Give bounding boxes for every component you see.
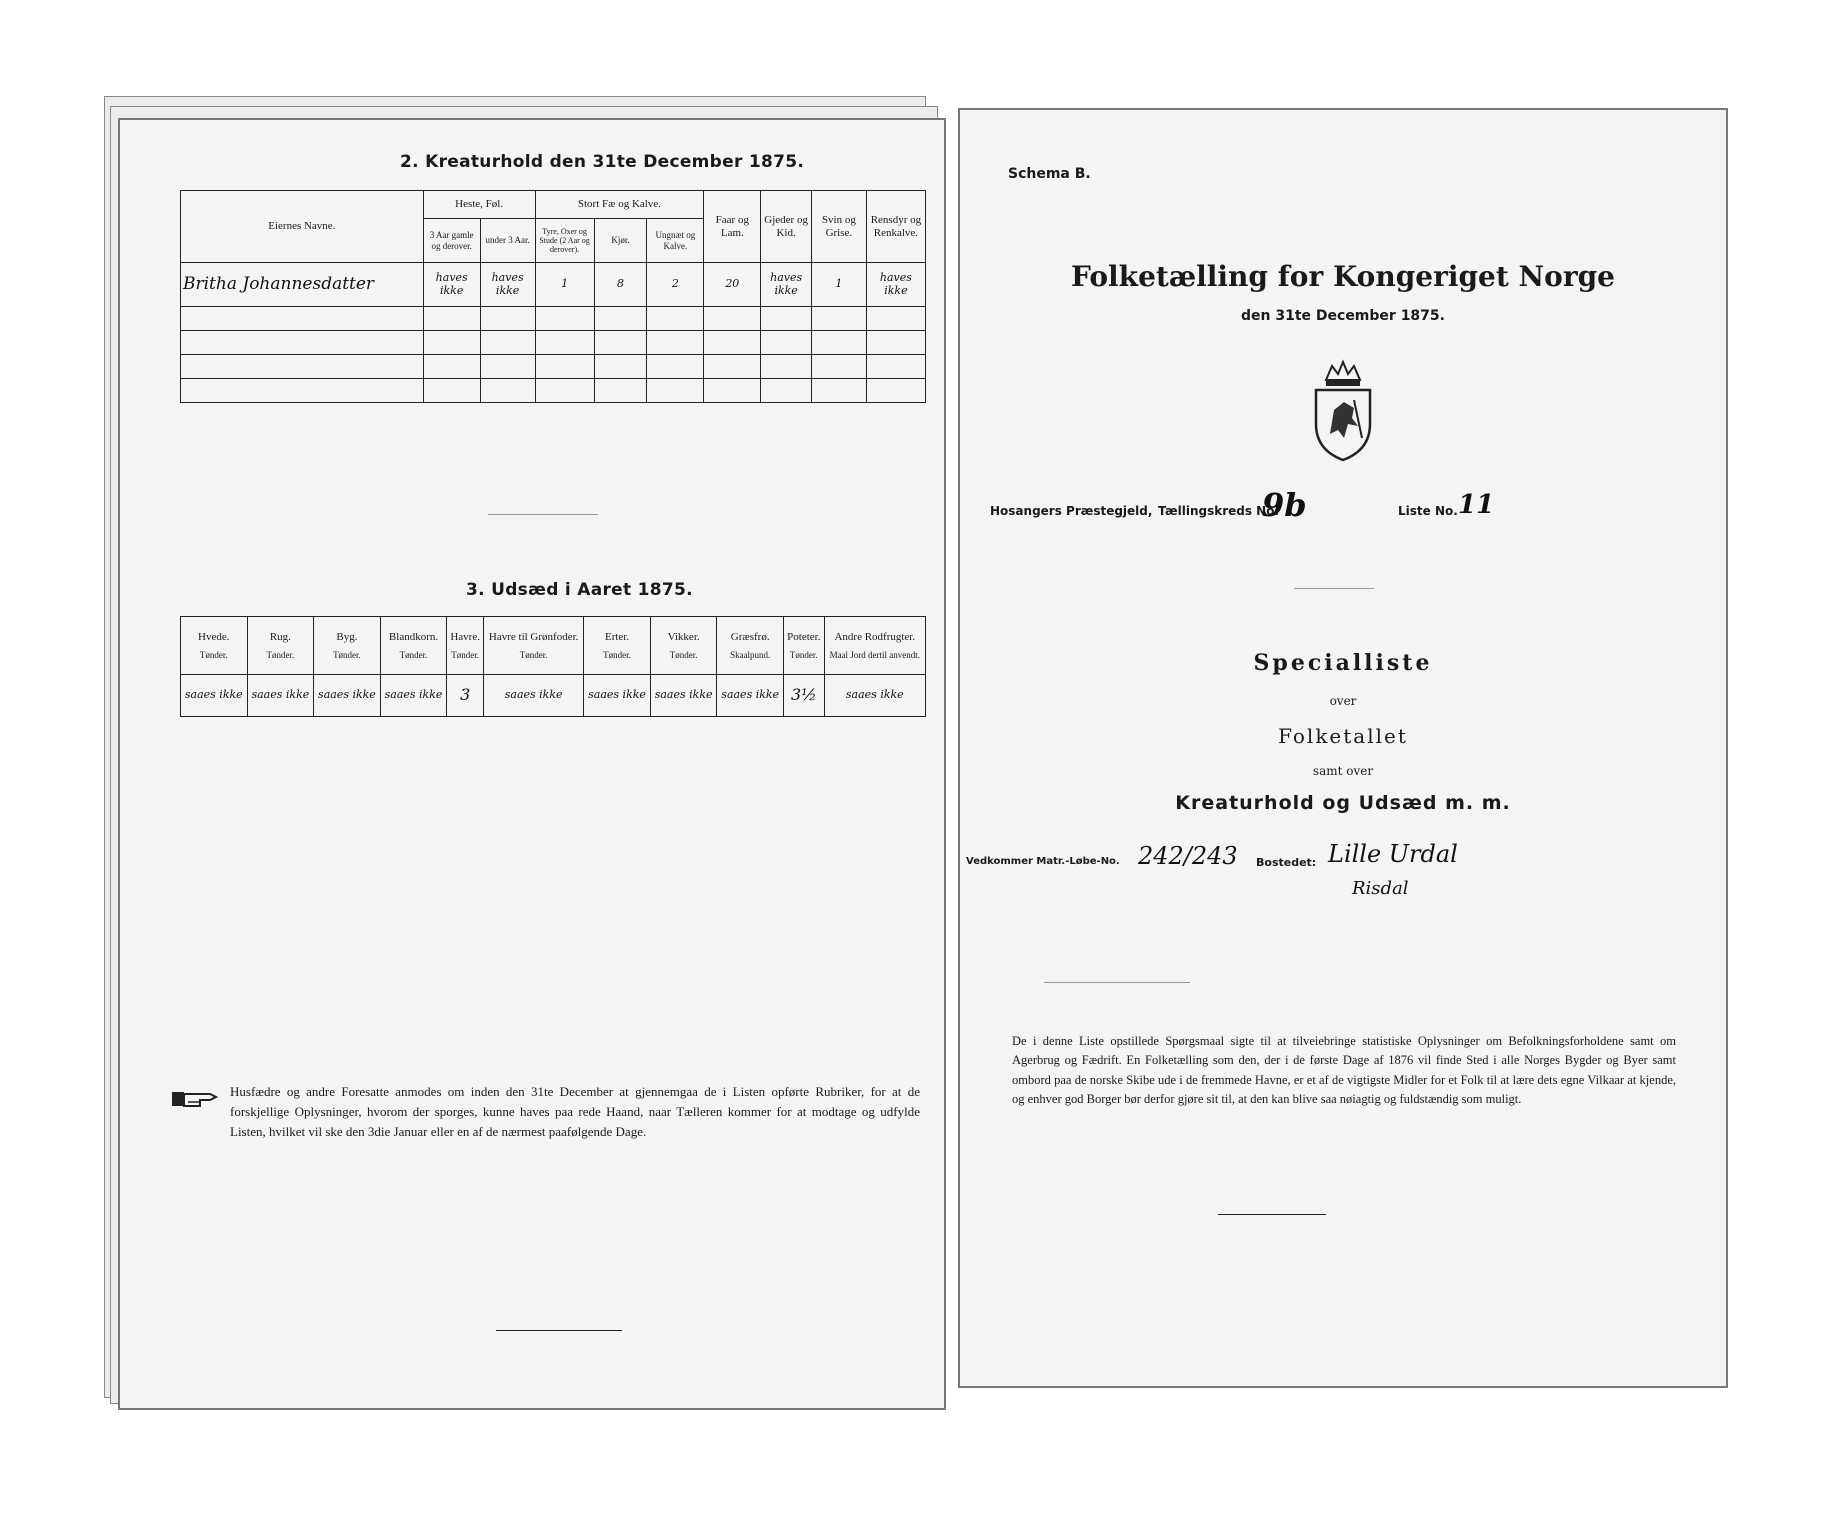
over-text: over bbox=[1329, 694, 1357, 708]
seed-col-name: Byg. bbox=[336, 631, 358, 643]
seed-col-unit: Tønder. bbox=[451, 649, 480, 660]
seed-col-unit: Tønder. bbox=[789, 649, 818, 660]
bosted-value: Lille Urdal bbox=[1328, 840, 1458, 868]
matr-label: Vedkommer Matr.-Løbe-No. bbox=[966, 856, 1120, 867]
seed-col-header bbox=[484, 617, 584, 675]
special-list-title: Specialliste bbox=[1253, 650, 1433, 676]
section2-heading: 2. Kreaturhold den 31te December 1875. bbox=[400, 152, 805, 172]
section3-heading: 3. Udsæd i Aaret 1875. bbox=[466, 580, 693, 600]
seed-col-name: Rug. bbox=[269, 631, 291, 643]
seed-value-row bbox=[181, 675, 926, 717]
seed-col-unit: Tønder. bbox=[199, 649, 228, 660]
seed-value-cell: saaes ikke bbox=[380, 675, 447, 717]
divider bbox=[488, 514, 598, 515]
seed-value-cell: 3½ bbox=[783, 675, 824, 717]
bottom-rule bbox=[1218, 1214, 1326, 1215]
seed-col-header bbox=[447, 617, 484, 675]
matrikkel-line bbox=[966, 838, 1726, 928]
young-cattle-cell: 2 bbox=[647, 263, 704, 307]
horses-header: Heste, Føl. bbox=[423, 191, 535, 219]
seed-col-header bbox=[584, 617, 651, 675]
bulls-header: Tyre, Oxer og Stude (2 Aar og derover). bbox=[535, 219, 594, 263]
seed-col-unit: Tønder. bbox=[266, 649, 295, 660]
seed-value-cell: saaes ikke bbox=[650, 675, 717, 717]
seed-col-header bbox=[824, 617, 925, 675]
seed-col-name: Hvede. bbox=[198, 631, 230, 643]
horses-old-cell: haves ikke bbox=[423, 263, 480, 307]
seed-col-header bbox=[783, 617, 824, 675]
seed-col-name: Vikker. bbox=[667, 631, 700, 643]
seed-col-unit: Tønder. bbox=[519, 649, 548, 660]
horses-young-cell: haves ikke bbox=[480, 263, 535, 307]
seed-value-cell: 3 bbox=[447, 675, 484, 717]
cows-header: Kjør. bbox=[594, 219, 647, 263]
seed-col-header bbox=[314, 617, 381, 675]
census-note: De i denne Liste opstillede Spørgsmaal sigte til at tilveiebringe statistiske Oplysninger om Befolkningsforholdene samt om Agerbrug og Fædrift. En Folketælling som den, der i de første Dage af 1876 vil finde Sted i alle Norges Bygder og Byer samt ombord paa de norske Skibe ude i de fremmede Havne, er et af de vigtigste Midler for et Folk til at lære dets egne Vilkaar at kjende, og enhver god Borger bør derfor gjøre sit til, at den kan blive saa nøiagtig og fuldstændig som muligt. bbox=[1012, 1034, 1676, 1107]
seed-col-unit: Tønder. bbox=[333, 649, 361, 660]
district-label: Tællingskreds No. bbox=[1158, 504, 1280, 518]
seed-col-name: Poteter. bbox=[787, 631, 821, 643]
list-label: Liste No. bbox=[1398, 504, 1458, 518]
bosted-label: Bostedet: bbox=[1256, 856, 1317, 869]
seed-col-unit: Skaalpund. bbox=[730, 649, 771, 660]
horses-young-header: under 3 Aar. bbox=[480, 219, 535, 263]
bottom-rule bbox=[496, 1330, 622, 1331]
census-title: Folketælling for Kongeriget Norge bbox=[1071, 260, 1615, 293]
owner-name-header: Eiernes Navne. bbox=[181, 191, 424, 263]
seed-header-row bbox=[181, 617, 926, 675]
empty-row bbox=[181, 355, 926, 379]
schema-label: Schema B. bbox=[1008, 166, 1091, 182]
cattle-header: Stort Fæ og Kalve. bbox=[535, 191, 704, 219]
sheep-header: Faar og Lam. bbox=[704, 191, 761, 263]
seed-col-name: Blandkorn. bbox=[388, 631, 439, 643]
seed-value-cell: saaes ikke bbox=[247, 675, 314, 717]
seed-col-unit: Tønder. bbox=[399, 649, 428, 660]
reindeer-header: Rensdyr og Renkalve. bbox=[866, 191, 925, 263]
pigs-cell: 1 bbox=[811, 263, 866, 307]
matr-number: 242/243 bbox=[1138, 842, 1238, 870]
seed-col-unit: Maal Jord dertil anvendt. bbox=[829, 649, 921, 660]
cows-cell: 8 bbox=[594, 263, 647, 307]
kreaturhold-title: Kreaturhold og Udsæd m. m. bbox=[1175, 792, 1511, 814]
seed-col-header bbox=[717, 617, 784, 675]
seed-col-name: Havre til Grønfoder. bbox=[488, 631, 579, 643]
samt-over-text: samt over bbox=[1312, 764, 1374, 778]
bosted-value-2: Risdal bbox=[1352, 878, 1409, 899]
divider bbox=[1294, 588, 1374, 589]
list-number: 11 bbox=[1458, 490, 1495, 520]
right-page bbox=[958, 108, 1728, 1388]
seed-value-cell: saaes ikke bbox=[717, 675, 784, 717]
district-number: 9b bbox=[1262, 486, 1307, 524]
seed-col-header bbox=[650, 617, 717, 675]
seed-col-header bbox=[247, 617, 314, 675]
pointing-hand-icon bbox=[170, 1086, 220, 1112]
seed-col-header bbox=[181, 617, 248, 675]
seed-col-name: Andre Rodfrugter. bbox=[834, 631, 916, 643]
seed-value-cell: saaes ikke bbox=[314, 675, 381, 717]
empty-row bbox=[181, 307, 926, 331]
seed-value-cell: saaes ikke bbox=[824, 675, 925, 717]
bulls-cell: 1 bbox=[535, 263, 594, 307]
left-page bbox=[118, 118, 946, 1410]
livestock-table bbox=[180, 190, 926, 403]
seed-value-cell: saaes ikke bbox=[584, 675, 651, 717]
parish-label: Hosangers Præstegjeld, bbox=[990, 504, 1153, 518]
seed-value-cell: saaes ikke bbox=[484, 675, 584, 717]
seed-col-header bbox=[380, 617, 447, 675]
owner-name-cell: Britha Johannesdatter bbox=[181, 263, 424, 307]
seed-col-unit: Tønder. bbox=[603, 649, 631, 660]
seed-col-name: Græsfrø. bbox=[730, 631, 770, 643]
young-cattle-header: Ungnæt og Kalve. bbox=[647, 219, 704, 263]
reindeer-cell: haves ikke bbox=[866, 263, 925, 307]
seed-table bbox=[180, 616, 926, 717]
footnote-text: Husfædre og andre Foresatte anmodes om inden den 31te December at gjennemgaa de i Listen opførte Rubriker, for at de forskjellige Oplysninger, hvorom der sporges, kunne haves paa rede Haand, naar Tælleren kommer for at modtage og udfylde Listen, hvilket vil ske den 3die Januar eller en af de nærmest paafølgende Dage. bbox=[230, 1084, 920, 1140]
pigs-header: Svin og Grise. bbox=[811, 191, 866, 263]
norway-coat-of-arms-icon bbox=[1298, 354, 1388, 464]
seed-col-name: Havre. bbox=[450, 631, 480, 643]
seed-col-name: Erter. bbox=[604, 631, 630, 643]
seed-col-unit: Tønder. bbox=[669, 649, 698, 660]
empty-row bbox=[181, 379, 926, 403]
horses-old-header: 3 Aar gamle og derover. bbox=[423, 219, 480, 263]
divider bbox=[1044, 982, 1190, 983]
sheep-cell: 20 bbox=[704, 263, 761, 307]
census-date: den 31te December 1875. bbox=[1241, 308, 1445, 324]
folketallet-text: Folketallet bbox=[1278, 724, 1408, 748]
district-line bbox=[990, 486, 1710, 530]
goats-header: Gjeder og Kid. bbox=[761, 191, 812, 263]
goats-cell: haves ikke bbox=[761, 263, 812, 307]
seed-value-cell: saaes ikke bbox=[181, 675, 248, 717]
empty-row bbox=[181, 331, 926, 355]
